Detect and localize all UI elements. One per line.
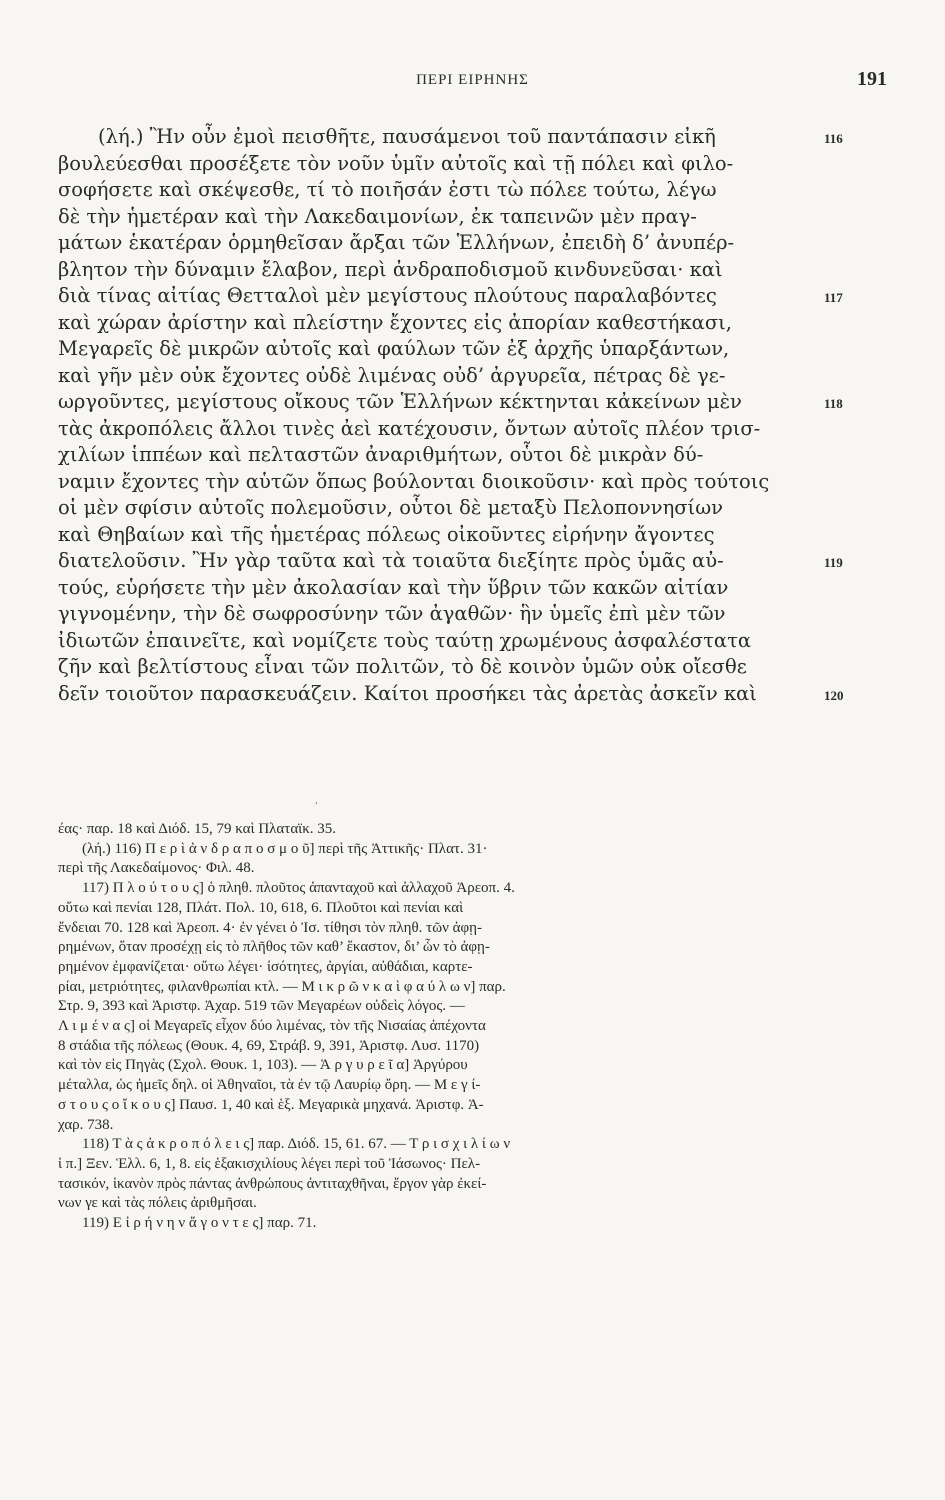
text-line [58, 416, 810, 443]
text-line [58, 548, 843, 575]
text-line-content: βουλεύεσθαι προσέξετε τὸν νοῦν ὑμῖν αὐτοῖς καὶ τῇ πόλει καὶ φιλο- [58, 151, 734, 175]
text-line-content: δεῖν τοιοῦτον παρασκευάζειν. Καίτοι προσήκει τὰς ἀρετὰς ἀσκεῖν καὶ [58, 681, 757, 705]
text-line [58, 310, 810, 337]
footnote-line: ἱ π.] Ξεν. Ἑλλ. 6, 1, 8. εἰς ἑξακισχιλίους λέγει περὶ τοῦ Ἰάσωνος· Πελ- [58, 1155, 481, 1172]
text-line-content: βλητον τὴν δύναμιν ἔλαβον, περὶ ἀνδραποδισμοῦ κινδυνεῦσαι· καὶ [58, 257, 723, 281]
section-number: 120 [824, 687, 844, 703]
footnote-line: ἔνδειαι 70. 128 καὶ Ἀρεοπ. 4· ἐν γένει ὁ Ἰσ. τίθησι τὸν πληθ. τῶν ἀφῃ- [58, 919, 482, 936]
text-line [58, 230, 810, 257]
text-line [58, 283, 843, 310]
footnote-line: 118) Τ ὰ ς ἀ κ ρ ο π ό λ ε ι ς] παρ. Διόδ. 15, 61. 67. — Τ ρ ι σ χ ι λ ί ω ν [82, 1136, 511, 1153]
speck-mark: , [315, 795, 319, 806]
text-line-content: χιλίων ἱππέων καὶ πελταστῶν ἀναριθμήτων, οὗτοι δὲ μικρὰν δύ- [58, 443, 704, 466]
text-line [58, 151, 810, 178]
footnote-line: 119) Ε ἰ ρ ή ν η ν ἄ γ ο ν τ ε ς] παρ. 71. [82, 1215, 317, 1232]
footnote-line: περὶ τῆς Λακεδαίμονος· Φιλ. 48. [58, 860, 255, 877]
footnote-line: (λή.) 116) Π ε ρ ὶ ἀ ν δ ρ α π ο σ μ ο ῦ] περὶ τῆς Ἀττικῆς· Πλατ. 31· [82, 840, 488, 857]
text-line-content: τὰς ἀκροπόλεις ἄλλοι τινὲς ἀεὶ κατέχουσιν, ὄντων αὐτοῖς πλέον τρισ- [58, 416, 761, 440]
text-line [58, 654, 810, 681]
footnote-line: ρημένων, ὅταν προσέχῃ εἰς τὸ πλῆθος τῶν καθ’ ἕκαστον, δι’ ὧν τὸ ἀφῃ- [58, 939, 490, 956]
footnote-line: Στρ. 9, 393 καὶ Ἀριστφ. Ἀχαρ. 519 τῶν Μεγαρέων οὐδεὶς λόγος. — [58, 998, 465, 1015]
text-line-content: οἱ μὲν σφίσιν αὐτοῖς πολεμοῦσιν, οὗτοι δὲ μεταξὺ Πελοποννησίων [58, 496, 723, 519]
text-line [58, 628, 810, 655]
footnote-line: καὶ τὸν εἰς Πηγὰς (Σχολ. Θουκ. 1, 103). — Ἀ ρ γ υ ρ ε ῖ α] Ἀργύρου [58, 1057, 468, 1074]
text-line [58, 177, 810, 204]
text-line [58, 495, 810, 522]
text-line-content: (λή.) Ἢν οὖν ἐμοὶ πεισθῆτε, παυσάμενοι τοῦ παντάπασιν εἰκῆ [98, 125, 716, 148]
text-line-content: σοφήσετε καὶ σκέψεσθε, τί τὸ ποιῆσάν ἐστι τὼ πόλεε τούτω, λέγω [58, 178, 717, 201]
section-number: 117 [824, 290, 843, 305]
footnote-line: οὕτω καὶ πενίαι 128, Πλάτ. Πολ. 10, 618, 6. Πλοῦτοι καὶ πενίαι καὶ [58, 899, 464, 916]
text-line-content: διατελοῦσιν. Ἢν γὰρ ταῦτα καὶ τὰ τοιαῦτα διεξίητε πρὸς ὑμᾶς αὐ- [58, 549, 724, 572]
text-line [58, 124, 843, 151]
page-title: ΠΕΡΙ ΕΙΡΗΝΗΣ [416, 72, 529, 88]
footnote-line: ρίαι, μετριότητες, φιλανθρωπίαι κτλ. — Μ ι κ ρ ῶ ν κ α ὶ φ α ύ λ ω ν] παρ. [58, 978, 506, 995]
page-number: 191 [857, 68, 887, 90]
footnote-line: μέταλλα, ὡς ἡμεῖς δηλ. οἱ Ἀθηναῖοι, τὰ ἐν τῷ Λαυρίῳ ὄρη. — Μ ε γ ί- [58, 1077, 481, 1094]
text-line [58, 389, 843, 416]
footnote-line: 8 στάδια τῆς πόλεως (Θουκ. 4, 69, Στράβ. 9, 391, Ἀριστφ. Λυσ. 1170) [58, 1037, 480, 1054]
footnote-line: χαρ. 738. [58, 1116, 114, 1133]
section-number: 118 [824, 396, 843, 411]
text-line-content: καὶ Θηβαίων καὶ τῆς ἡμετέρας πόλεως οἰκοῦντες εἰρήνην ἄγοντες [58, 522, 715, 546]
footnote-line: έας· παρ. 18 καὶ Διόδ. 15, 79 καὶ Πλαταϊκ. 35. [58, 821, 337, 837]
footnote-line: νων γε καὶ τὰς πόλεις ἀριθμῆσαι. [58, 1195, 257, 1212]
text-line-content: διὰ τίνας αἰτίας Θετταλοὶ μὲν μεγίστους πλούτους παραλαβόντες [58, 284, 717, 307]
text-line-content: ναμιν ἔχοντες τὴν αὑτῶν ὅπως βούλονται διοικοῦσιν· καὶ πρὸς τούτοις [58, 469, 770, 493]
footnote-line: 117) Π λ ο ύ τ ο υ ς] ὁ πληθ. πλοῦτος ἁπανταχοῦ καὶ ἀλλαχοῦ Ἀρεοπ. 4. [82, 880, 515, 897]
text-line-content: δὲ τὴν ἡμετέραν καὶ τὴν Λακεδαιμονίων, ἐκ ταπεινῶν μὲν πραγ- [58, 204, 697, 228]
text-line [58, 601, 810, 628]
text-line-content: γιγνομένην, τὴν δὲ σωφροσύνην τῶν ἀγαθῶν· ἣν ὑμεῖς ἐπὶ μὲν τῶν [58, 602, 726, 625]
section-number: 119 [824, 555, 843, 570]
text-line-content: καὶ χώραν ἀρίστην καὶ πλείστην ἔχοντες εἰς ἀπορίαν καθεστήκασι, [58, 310, 732, 334]
text-line [58, 681, 844, 708]
text-line [58, 204, 810, 231]
text-line [58, 522, 810, 549]
main-text [58, 124, 844, 707]
text-line-content: καὶ γῆν μὲν οὐκ ἔχοντες οὐδὲ λιμένας οὐδ’ ἀργυρεῖα, πέτρας δὲ γε- [58, 363, 726, 387]
text-line [58, 363, 810, 390]
text-line-content: τούς, εὑρήσετε τὴν μὲν ἀκολασίαν καὶ τὴν ὕβριν τῶν κακῶν αἰτίαν [58, 575, 729, 599]
text-line-content: Μεγαρεῖς δὲ μικρῶν αὐτοῖς καὶ φαύλων τῶν ἐξ ἀρχῆς ὑπαρξάντων, [58, 337, 730, 360]
text-line [58, 257, 810, 284]
text-line [58, 442, 810, 469]
text-line [58, 575, 810, 602]
footnote-line: ρημένον ἐμφανίζεται· οὕτω λέγει· ἰσότητες, ἀργίαι, αὐθάδιαι, καρτε- [58, 958, 473, 975]
footnote-line: σ τ ο υ ς ο ἴ κ ο υ ς] Παυσ. 1, 40 καὶ ἑξ. Μεγαρικὰ μηχανά. Ἀριστφ. Ἀ- [58, 1096, 484, 1113]
footnote-line: Λ ι μ έ ν α ς] οἱ Μεγαρεῖς εἶχον δύο λιμένας, τὸν τῆς Νισαίας ἀπέχοντα [58, 1018, 486, 1035]
text-line-content: ωργοῦντες, μεγίστους οἴκους τῶν Ἑλλήνων κέκτηνται κἀκείνων μὲν [58, 390, 742, 413]
text-line-content: ἰδιωτῶν ἐπαινεῖτε, καὶ νομίζετε τοὺς ταύτῃ χρωμένους ἀσφαλέστατα [58, 628, 752, 652]
text-line-content: ζῆν καὶ βελτίστους εἶναι τῶν πολιτῶν, τὸ δὲ κοινὸν ὑμῶν οὐκ οἴεσθε [58, 655, 747, 678]
section-number: 116 [824, 131, 843, 146]
footnotes [58, 820, 828, 1234]
text-line-content: μάτων ἑκατέραν ὁρμηθεῖσαν ἄρξαι τῶν Ἑλλήνων, ἐπειδὴ δ’ ἀνυπέρ- [58, 231, 735, 254]
text-line [58, 336, 810, 363]
text-line [58, 469, 810, 496]
footnote-line: τασικόν, ἱκανὸν πρὸς πάντας ἀνθρώπους ἀντιταχθῆναι, ἔργον γὰρ ἐκεί- [58, 1175, 487, 1192]
